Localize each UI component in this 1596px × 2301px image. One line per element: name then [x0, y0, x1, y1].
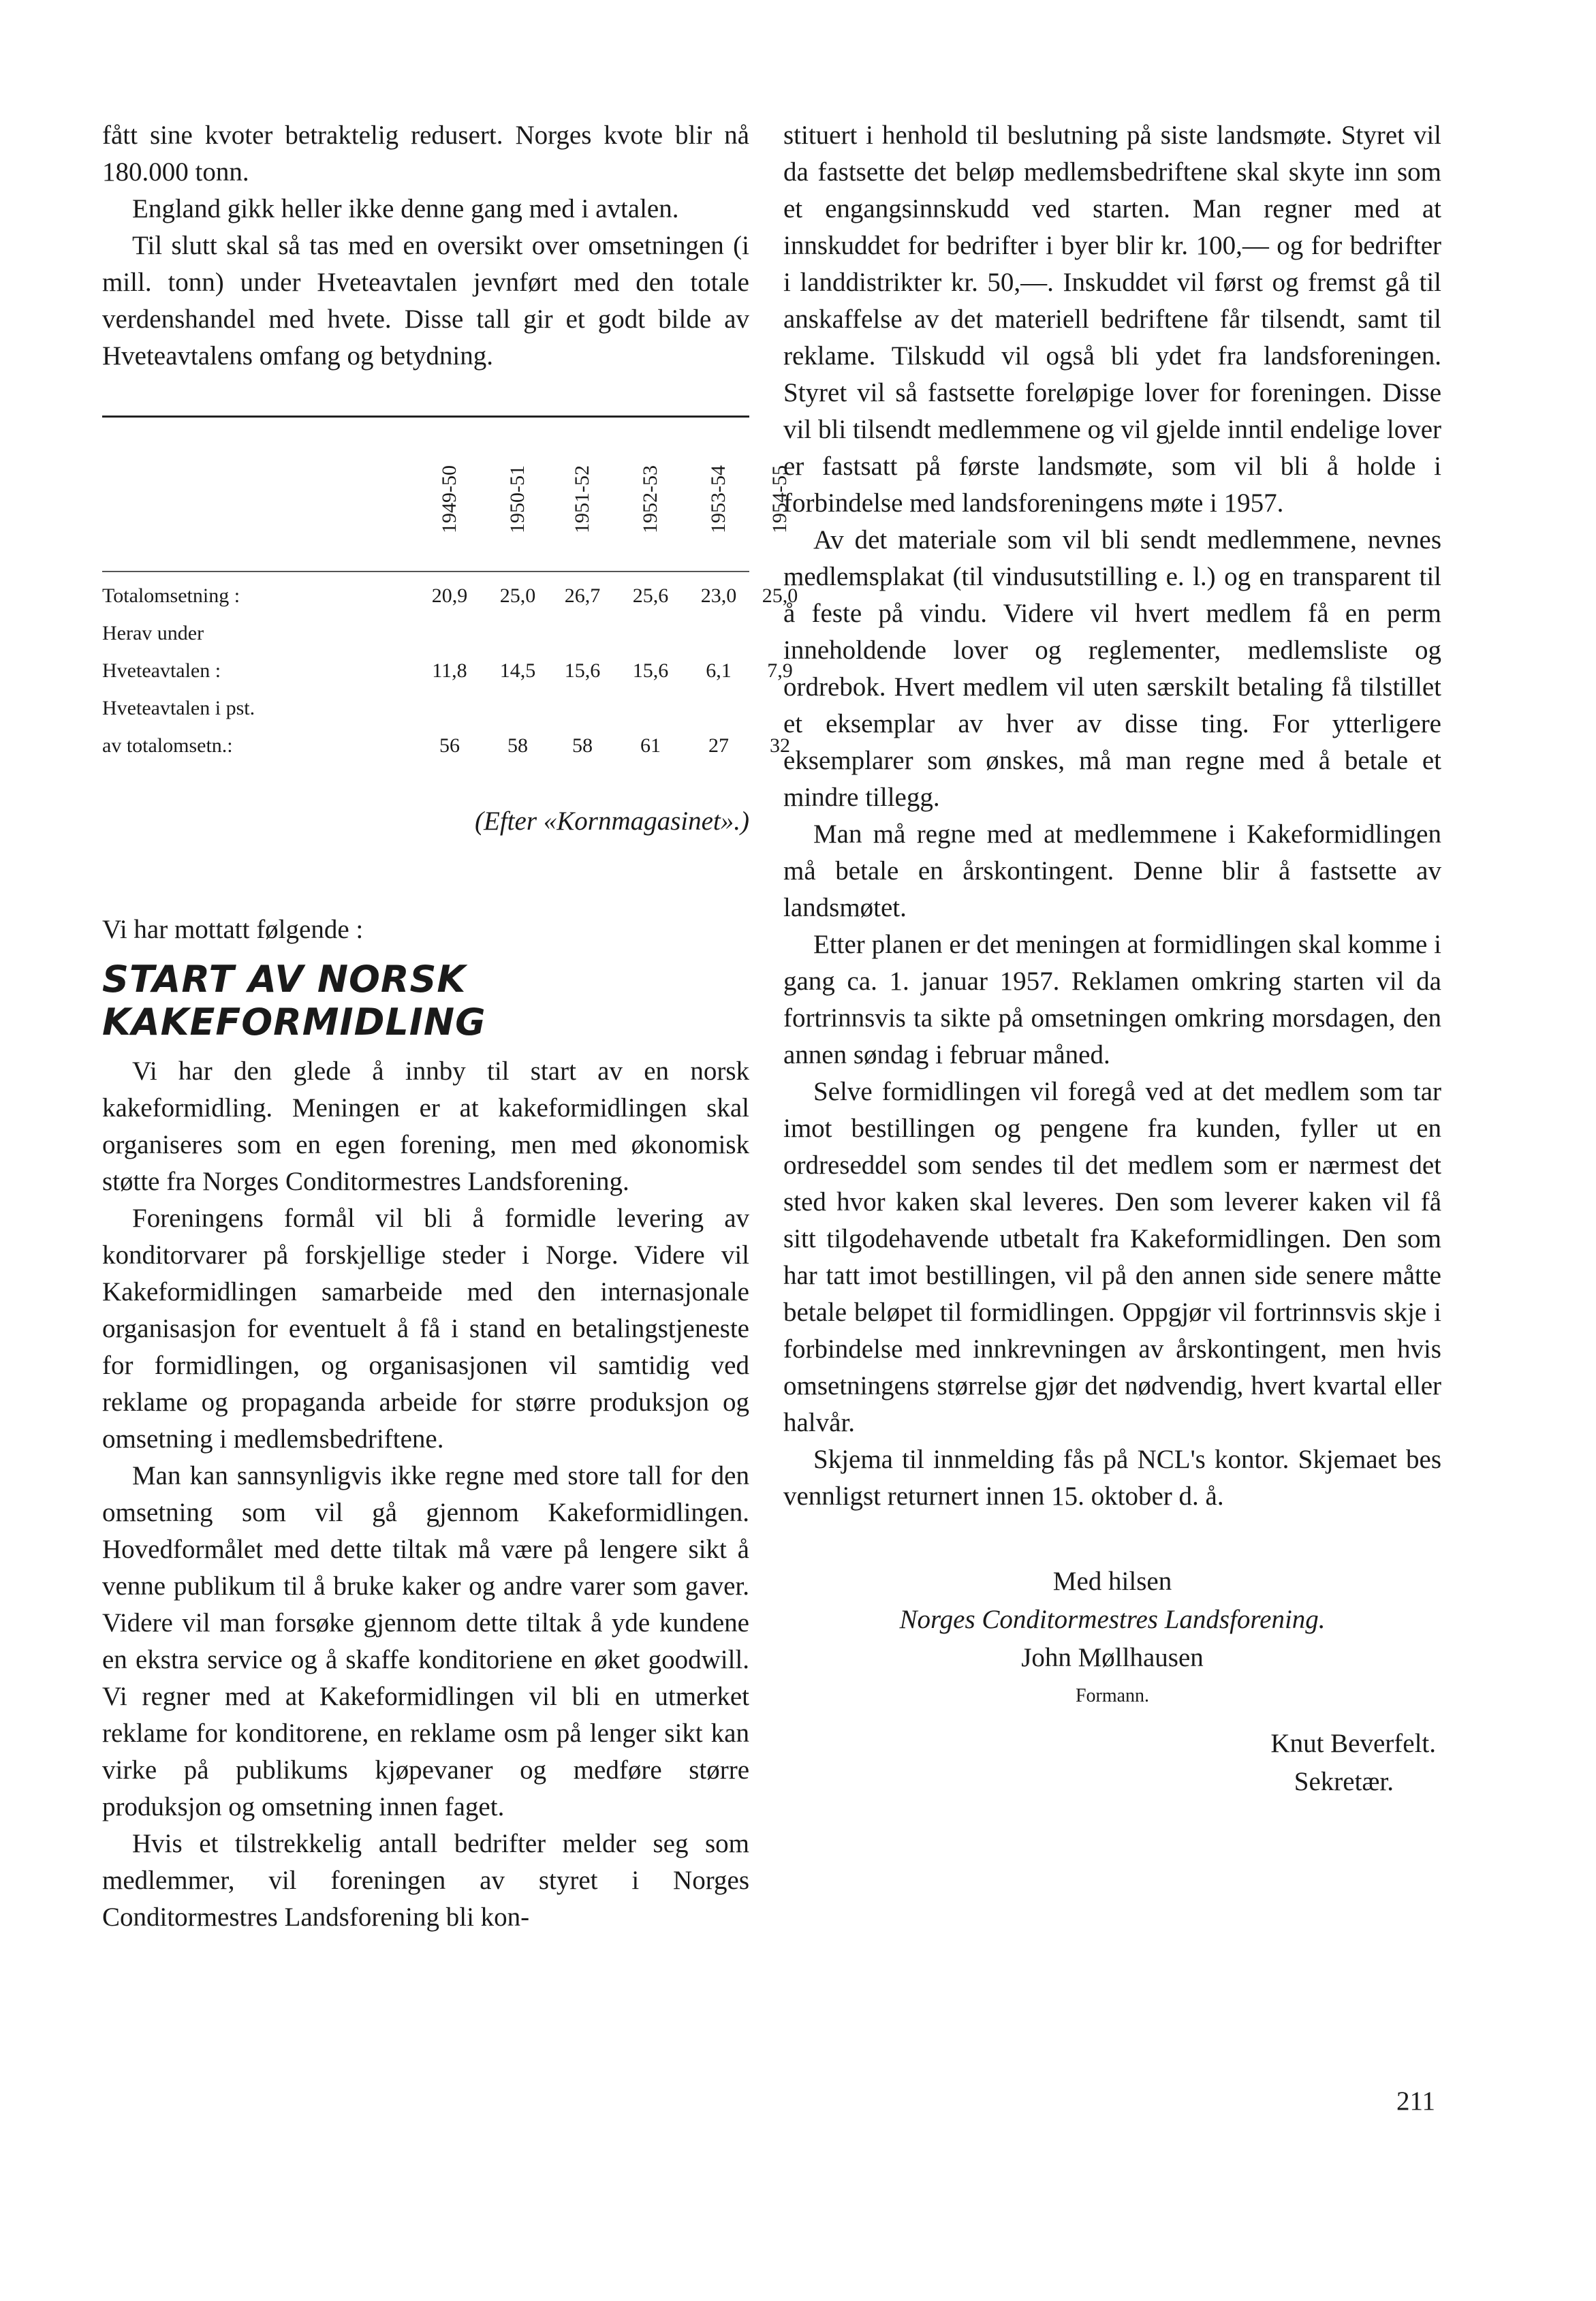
paragraph: Foreningens formål vil bli å formidle levering av konditorvarer på forskjellige steder i Norge. Videre vil Kakeformidlingen samarbeide med den internasjonale organisasjon for eventuelt å få i stand en betalingstjeneste for formidlingen, og organisasjonen vil samtidig ved reklame og propaganda arbeide for større produksjon og omsetning i medlemsbedriftene.	[102, 1204, 749, 1454]
signature-greeting: Med hilsen	[1052, 1567, 1172, 1596]
signature-name: John Møllhausen	[1021, 1643, 1204, 1672]
table-row-label: av totalomsetn.:	[102, 734, 233, 757]
paragraph: stituert i henhold til beslutning på siste landsmøte. Styret vil da fastsette det beløp medlemsbedriftene skal skyte inn som et engangsinnskudd ved starten. Man regner med at innskuddet for bedrifter i byer blir kr. 100,— og for bedrifter i landdistrikter kr. 50,—. Inskuddet vil først og fremst gå til anskaffelse av det materiell bedriftene får tilsendt, samt til reklame. Tilskudd vil også bli ydet fra landsforeningen. Styret vil så fastsette foreløpige lover for foreningen. Disse vil bli tilsendt medlemmene og vil gjelde inntil endelige lover er fastsatt på første landsmøte, som vil bli å holde i forbindelse med landsforeningens møte i 1957.	[783, 121, 1441, 518]
table-row-label: Hveteavtalen i pst.	[102, 697, 255, 719]
paragraph: England gikk heller ikke denne gang med i avtalen.	[132, 194, 679, 223]
paragraph: Man kan sannsynligvis ikke regne med store tall for den omsetning som vil gå gjennom Kakeformidlingen. Hovedformålet med dette tiltak må være på lengere sikt å venne publikum til å bruke kaker og andre varer som gaver. Videre vil man forsøke gjennom dette tiltak å yde kundene en ekstra service og å skaffe konditoriene en øket goodwill. Vi regner med at Kakeformidlingen vil bli en utmerket reklame for konditorene, en reklame osm på lenger sikt kan virke på publikums kjøpevaner og medføre større produksjon og omsetning innen faget.	[102, 1461, 749, 1821]
paragraph: Man må regne med at medlemmene i Kakeformidlingen må betale en årskontingent. Denne blir å fastsette av landsmøtet.	[783, 819, 1441, 922]
table-divider	[102, 571, 749, 572]
table-cell: 15,6	[564, 659, 601, 682]
table-header-year: 1953-54	[707, 465, 730, 533]
table-cell: 6,1	[706, 659, 732, 682]
table-cell: 23,0	[700, 584, 737, 607]
table-cell: 27	[708, 734, 729, 757]
statistics-table	[102, 416, 798, 799]
table-cell: 32	[770, 734, 790, 757]
signature-name: Knut Beverfelt.	[1270, 1729, 1436, 1758]
table-header-year: 1951-52	[571, 465, 593, 533]
page-number: 211	[1396, 2086, 1436, 2116]
table-cell: 25,6	[632, 584, 669, 607]
paragraph: Selve formidlingen vil foregå ved at det medlem som tar imot bestillingen og pengene fra kunden, fyller ut en ordreseddel som sendes til det medlem som er nærmest det sted hvor kaken skal leveres. Den som leverer kaken vil få sitt tilgodehavende utbetalt fra Kakeformidlingen. Den som har tatt imot bestillingen, vil på den annen side senere måtte betale beløpet til formidlingen. Oppgjør vil fortrinnsvis skje i forbindelse med innkrevningen av årskontingent, men hvis omsetningens størrelse gjør det nødvendig, hvert kvartal eller halvår.	[783, 1077, 1441, 1437]
signature-title: Formann.	[1075, 1685, 1150, 1706]
table-cell: 58	[507, 734, 528, 757]
article-heading: START AV NORSK KAKEFORMIDLING	[102, 958, 486, 1044]
table-cell: 14,5	[499, 659, 536, 682]
paragraph: Av det materiale som vil bli sendt medlemmene, nevnes medlemsplakat (til vindusutstilling e. l.) og en transparent til å feste på vindu. Videre vil hvert medlem få en perm inneholdende lover og reglementer, medlemsliste og ordrebok. Hvert medlem vil uten særskilt betaling få tilstillet et eksemplar av hver av disse ting. For ytterligere eksemplarer som ønskes, må man regne med å betale et mindre tillegg.	[783, 525, 1441, 812]
table-header-year: 1950-51	[506, 465, 529, 533]
paragraph: Skjema til innmelding fås på NCL's kontor. Skjemaet bes vennligst returnert innen 15. oktober d. å.	[783, 1445, 1441, 1511]
table-row-label: Herav under	[102, 622, 204, 644]
table-header-year: 1954-55	[768, 465, 791, 533]
signature-title: Sekretær.	[1294, 1767, 1394, 1796]
table-cell: 25,0	[499, 584, 536, 607]
table-cell: 26,7	[564, 584, 601, 607]
table-cell: 61	[640, 734, 661, 757]
paragraph: Til slutt skal så tas med en oversikt over omsetningen (i mill. tonn) under Hveteavtalen jevnført med den totale verdenshandel med hvete. Disse tall gir et godt bilde av Hveteavtalens omfang og betydning.	[102, 231, 749, 371]
table-cell: 11,8	[432, 659, 467, 682]
table-cell: 56	[439, 734, 460, 757]
intro-line: Vi har mottatt følgende :	[102, 915, 364, 944]
paragraph: Vi har den glede å innby til start av en norsk kakeformidling. Meningen er at kakeformidlingen skal organiseres som en egen forening, men med økonomisk støtte fra Norges Conditormestres Landsforening.	[102, 1056, 749, 1196]
paragraph: Hvis et tilstrekkelig antall bedrifter melder seg som medlemmer, vil foreningen av styret i Norges Conditormestres Landsforening bli kon-	[102, 1829, 749, 1932]
signature-organization: Norges Conditormestres Landsforening.	[899, 1605, 1326, 1634]
table-header-year: 1952-53	[639, 465, 661, 533]
table-source: (Efter «Kornmagasinet».)	[475, 807, 749, 836]
table-cell: 15,6	[632, 659, 669, 682]
right-column	[783, 117, 1441, 1801]
paragraph: Etter planen er det meningen at formidlingen skal komme i gang ca. 1. januar 1957. Reklamen omkring starten vil da fortrinnsvis ta sikte på omsetningen omkring morsdagen, den annen søndag i februar måned.	[783, 930, 1441, 1069]
table-cell: 25,0	[762, 584, 798, 607]
table-cell: 7,9	[767, 659, 793, 682]
table-cell: 58	[572, 734, 593, 757]
table-cell: 20,9	[431, 584, 468, 607]
table-row-label: Totalomsetning :	[102, 584, 240, 607]
table-header-year: 1949-50	[438, 465, 460, 533]
left-column	[102, 117, 798, 1936]
paragraph: fått sine kvoter betraktelig redusert. Norges kvote blir nå 180.000 tonn.	[102, 121, 749, 187]
table-row-label: Hveteavtalen :	[102, 659, 221, 682]
